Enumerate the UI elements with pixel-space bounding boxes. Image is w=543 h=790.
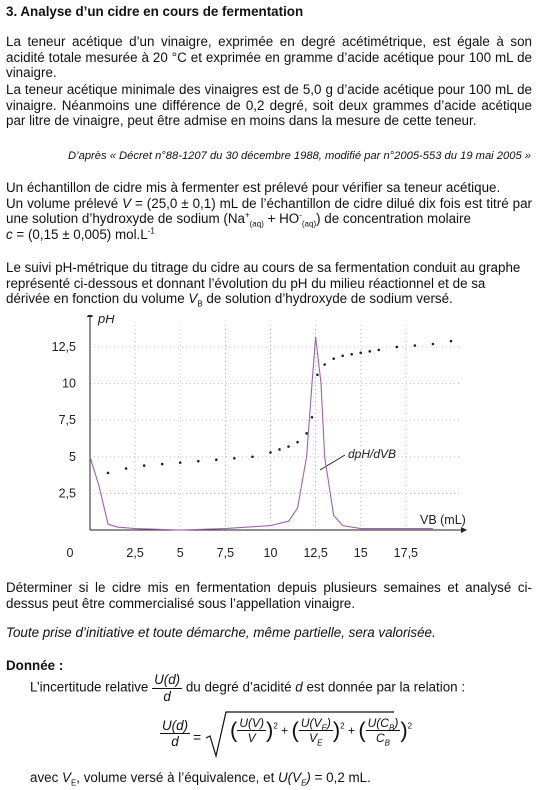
- paragraph-sample: [6, 180, 532, 242]
- ph-point-9: [269, 451, 272, 454]
- sample-line-1: Un échantillon de cidre mis à fermenter est prélevé pour vérifier sa teneur acétique.: [6, 180, 501, 195]
- donnee-text-a: L’incertitude relative: [30, 679, 153, 695]
- donnee-title: Donnée :: [6, 658, 64, 673]
- ph-point-22: [377, 349, 380, 352]
- symbol-c: c: [6, 226, 13, 242]
- term-v-den: V: [247, 731, 256, 745]
- ph-point-14: [311, 416, 314, 419]
- term-ve-num-close: ): [326, 716, 331, 730]
- x-tick-label-4: 10: [263, 546, 278, 560]
- x-tick-label-7: 17,5: [393, 546, 419, 560]
- term-ve-den: [299, 731, 333, 748]
- ph-point-19: [350, 353, 353, 356]
- term-ve-num-a: U(V: [300, 716, 322, 730]
- term-cb-num-close: ): [394, 716, 399, 730]
- y-tick-label-3: 10: [62, 376, 76, 391]
- x-tick-label-5: 12,5: [303, 546, 328, 560]
- ph-point-2: [143, 464, 146, 467]
- plus-2: +: [347, 723, 355, 738]
- term-ve-den-a: V: [309, 731, 318, 745]
- x-axis-arrow: [461, 527, 467, 533]
- ph-point-5: [197, 460, 200, 463]
- formula-equals: =: [193, 729, 202, 745]
- graph-intro-end: de solution d’hydroxyde de sodium versé.: [202, 291, 453, 307]
- term-cb-den-a: C: [375, 731, 385, 745]
- ph-point-6: [215, 458, 218, 461]
- graph-intro-text: Le suivi pH-métrique du titrage du cidre au cours de sa fermentation conduit au graphe représenté ci-dessous et donnant l’évolution du pH du milieu réactionnel et de sa dérivée en fonction du volume: [6, 260, 521, 307]
- ph-point-25: [432, 343, 435, 346]
- term-cb-num-sub: B: [388, 723, 395, 733]
- sup-exp: -1: [147, 226, 155, 236]
- term-cb-num: [366, 716, 401, 731]
- ph-point-12: [296, 441, 299, 444]
- ph-point-4: [179, 461, 182, 464]
- y-tick-label-4: 12,5: [51, 339, 76, 354]
- x-tick-label-3: 7,5: [216, 546, 235, 560]
- last-a: avec: [30, 770, 63, 785]
- derivative-annotation: dpH/dVB: [348, 447, 397, 461]
- x-tick-label-2: 5: [176, 546, 184, 560]
- sup-minus: -: [299, 210, 302, 220]
- ph-point-17: [332, 357, 335, 360]
- x-tick-label-0: 0: [66, 546, 74, 560]
- paragraph-definition: La teneur acétique d’un vinaigre, exprimée en degré acétimétrique, est égale à son acidité totale mesurée à 20 °C et exprimée en gramme d’acide acétique pour 100 mL de vinaigre.: [6, 34, 532, 81]
- ph-point-8: [251, 455, 254, 458]
- ph-point-1: [125, 467, 128, 470]
- section-heading: 3. Analyse d’un cidre en cours de fermentation: [6, 4, 304, 19]
- sup-plus: +: [244, 210, 250, 220]
- symbol-vb: V: [188, 291, 198, 307]
- ph-point-3: [161, 463, 164, 466]
- ph-point-21: [368, 350, 371, 353]
- ph-point-13: [305, 432, 308, 435]
- term-cb-den: [366, 731, 401, 748]
- y-tick-label-1: 5: [69, 449, 76, 464]
- ph-point-11: [287, 445, 290, 448]
- y-axis-label: pH: [98, 315, 115, 326]
- sample-text-1: Un volume prélevé: [6, 195, 123, 211]
- paragraph-minimum: La teneur acétique minimale des vinaigres est de 5,0 g d’acide acétique pour 100 mL de vinaigre. Néanmoins une différence de 0,2 degré, soit deux grammes d’acide acétique par litre de vinaigre, peut être admise en moins dans la mesure de cette teneur.: [6, 82, 532, 129]
- ph-point-20: [359, 352, 362, 355]
- term-ve-num: [299, 716, 333, 731]
- fraction-ud-d: [152, 672, 182, 704]
- ph-point-10: [278, 448, 281, 451]
- term-v-num: U(V): [239, 716, 264, 730]
- symbol-v: V: [122, 195, 132, 211]
- formula-terms: ( $\frac{U(V)}{V}$ )$^2$ + ( $\frac{U(V_E)}{V_E}$ )$^2$ + ( $\frac{U(C_B)}{C_B}$ )$^2$: [230, 716, 413, 748]
- annotation-arrow: [320, 455, 345, 470]
- donnee-line: [30, 672, 543, 704]
- x-tick-label-6: 15: [353, 546, 368, 560]
- term-cb-num-a: U(C: [367, 716, 389, 730]
- ph-point-24: [414, 344, 417, 347]
- y-tick-label-0: 2,5: [58, 486, 76, 501]
- sub-aq-1: (aq): [249, 219, 264, 229]
- question-text: Déterminer si le cidre mis en fermentation depuis plusieurs semaines et analysé ci-dessus peut être commercialisé sous l’appellation vinaigre.: [6, 580, 532, 611]
- symbol-ve: V: [62, 770, 71, 785]
- x-axis-label: VB (mL): [420, 513, 466, 527]
- ph-point-23: [396, 346, 399, 349]
- sub-aq-2: (aq): [301, 219, 317, 229]
- derivative-curve: [90, 337, 433, 530]
- term-ve-den-sub: E: [317, 738, 323, 748]
- formula-lhs: [160, 718, 190, 749]
- symbol-u-ve: [278, 770, 311, 788]
- ph-point-0: [107, 472, 110, 475]
- u-prefix: U(V: [278, 770, 302, 785]
- ph-point-15: [316, 373, 319, 376]
- plus-1: +: [281, 723, 289, 738]
- symbol-d: d: [295, 679, 303, 695]
- last-c: = 0,2 mL.: [310, 770, 371, 785]
- ph-point-7: [233, 457, 236, 460]
- lhs-den: d: [171, 734, 179, 749]
- ph-point-18: [341, 354, 344, 357]
- donnee-text-c: est donnée par la relation :: [302, 679, 466, 695]
- x-tick-label-1: 2,5: [126, 546, 144, 560]
- donnee-text-b: du degré d’acidité: [185, 679, 296, 695]
- y-tick-label-2: 7,5: [58, 413, 76, 428]
- sub-b: B: [197, 299, 203, 309]
- sample-text-5: = (0,15 ± 0,005) mol.L: [12, 226, 148, 242]
- y-axis-arrow: [87, 315, 93, 317]
- lhs-num: U(d): [162, 718, 189, 733]
- term-ve-num-sub: E: [321, 723, 327, 733]
- last-b: , volume versé à l’équivalence, et: [76, 770, 279, 785]
- sample-text-2: = (25,0 ± 0,1) mL de l’échantillon de cidre dilué dix fois est titré par une solution d’hydroxyde de sodium (Na: [6, 195, 532, 227]
- sample-text-4: ) de concentration molaire: [316, 211, 471, 227]
- term-v: [237, 716, 266, 745]
- last-line: [30, 770, 543, 786]
- frac-den: d: [163, 688, 171, 704]
- u-sub: E: [301, 778, 307, 788]
- u-close: ): [306, 770, 311, 785]
- frac-num: U(d): [154, 672, 181, 687]
- titration-chart: [50, 315, 470, 565]
- sample-text-3: + HO: [263, 211, 300, 227]
- term-ve: [299, 716, 333, 748]
- question-note: Toute prise d’initiative et toute démarche, même partielle, sera valorisée.: [6, 625, 436, 640]
- term-cb: [366, 716, 401, 748]
- reference-citation: D’après « Décret n°88-1207 du 30 décembre 1988, modifié par n°2005-553 du 19 mai 2005 »: [68, 150, 531, 162]
- paragraph-graph-intro: [6, 260, 532, 307]
- uncertainty-formula: [160, 710, 413, 760]
- ph-point-26: [450, 340, 453, 343]
- ph-point-16: [323, 363, 326, 366]
- term-cb-den-sub: B: [384, 738, 390, 748]
- sub-e: E: [70, 778, 77, 788]
